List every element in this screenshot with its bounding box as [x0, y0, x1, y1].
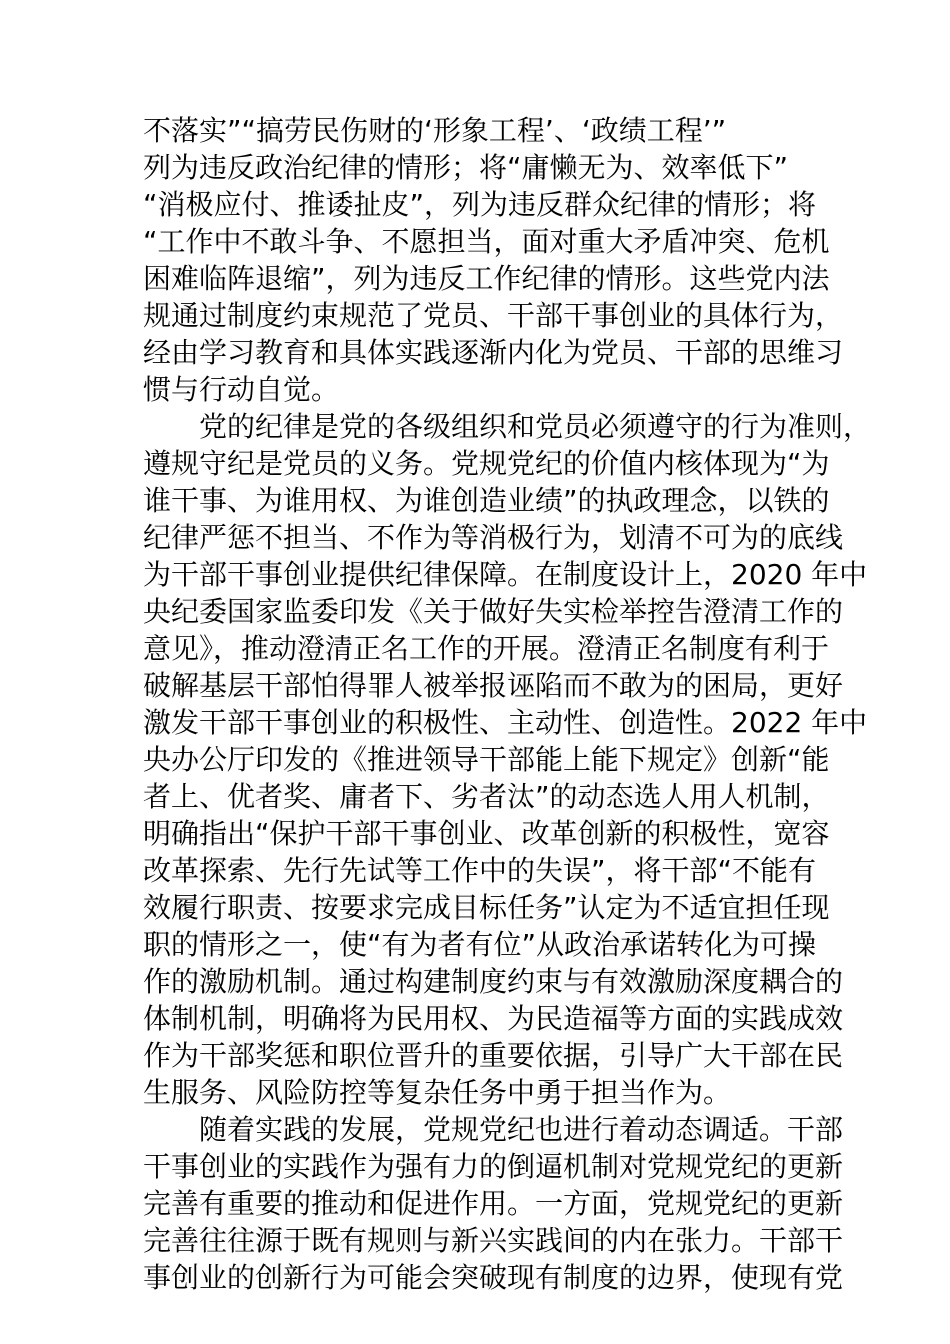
text-line: 改革探索、先行先试等工作中的失误”，将干部“不能有 — [143, 854, 817, 887]
text-line: 职的情形之一，使“有为者有位”从政治承诺转化为可操 — [143, 928, 817, 961]
text-line: 者上、优者奖、庸者下、劣者汰”的动态选人用人机制， — [143, 780, 830, 813]
paragraph-start-line: 随着实践的发展，党规党纪也进行着动态调适。干部 — [199, 1113, 844, 1146]
text-line: 意见》，推动澄清正名工作的开展。澄清正名制度有利于 — [143, 632, 830, 665]
text-line: 谁干事、为谁用权、为谁创造业绩”的执政理念，以铁的 — [143, 484, 830, 517]
text-line: 困难临阵退缩”，列为违反工作纪律的情形。这些党内法 — [143, 262, 830, 295]
text-line: 生服务、风险防控等复杂任务中勇于担当作为。 — [143, 1076, 732, 1109]
text-line: 破解基层干部怕得罪人被举报诬陷而不敢为的困局，更好 — [143, 669, 844, 702]
text-line: 干事创业的实践作为强有力的倒逼机制对党规党纪的更新 — [143, 1150, 844, 1183]
text-line: 经由学习教育和具体实践逐渐内化为党员、干部的思维习 — [143, 336, 844, 369]
text-line: 规通过制度约束规范了党员、干部干事创业的具体行为， — [143, 299, 844, 332]
text-line: 完善往往源于既有规则与新兴实践间的内在张力。干部干 — [143, 1224, 844, 1257]
text-line: 效履行职责、按要求完成目标任务”认定为不适宜担任现 — [143, 891, 830, 924]
text-line: 央办公厅印发的《推进领导干部能上能下规定》创新“能 — [143, 743, 830, 776]
text-line: 纪律严惩不担当、不作为等消极行为，划清不可为的底线 — [143, 521, 844, 554]
text-line: 作的激励机制。通过构建制度约束与有效激励深度耦合的 — [143, 965, 844, 998]
text-line: 不落实”“搞劳民伤财的‘形象工程’、‘政绩工程’” — [143, 114, 727, 147]
text-line: “消极应付、推诿扯皮”，列为违反群众纪律的情形；将 — [143, 188, 817, 221]
text-line: 激发干部干事创业的积极性、主动性、创造性。2022 年中 — [143, 706, 868, 739]
text-line: 央纪委国家监委印发《关于做好失实检举控告澄清工作的 — [143, 595, 844, 628]
paragraph-start-line: 党的纪律是党的各级组织和党员必须遵守的行为准则， — [199, 410, 872, 443]
text-line: 为干部干事创业提供纪律保障。在制度设计上，2020 年中 — [143, 558, 868, 591]
text-line: 明确指出“保护干部干事创业、改革创新的积极性，宽容 — [143, 817, 830, 850]
text-line: 遵规守纪是党员的义务。党规党纪的价值内核体现为“为 — [143, 447, 830, 480]
text-line: 体制机制，明确将为民用权、为民造福等方面的实践成效 — [143, 1002, 844, 1035]
text-line: 惯与行动自觉。 — [143, 373, 340, 406]
text-line: 完善有重要的推动和促进作用。一方面，党规党纪的更新 — [143, 1187, 844, 1220]
text-line: 事创业的创新行为可能会突破现有制度的边界，使现有党 — [143, 1261, 844, 1294]
text-line: 列为违反政治纪律的情形；将“庸懒无为、效率低下” — [143, 151, 789, 184]
text-line: “工作中不敢斗争、不愿担当，面对重大矛盾冲突、危机 — [143, 225, 830, 258]
text-line: 作为干部奖惩和职位晋升的重要依据，引导广大干部在民 — [143, 1039, 844, 1072]
